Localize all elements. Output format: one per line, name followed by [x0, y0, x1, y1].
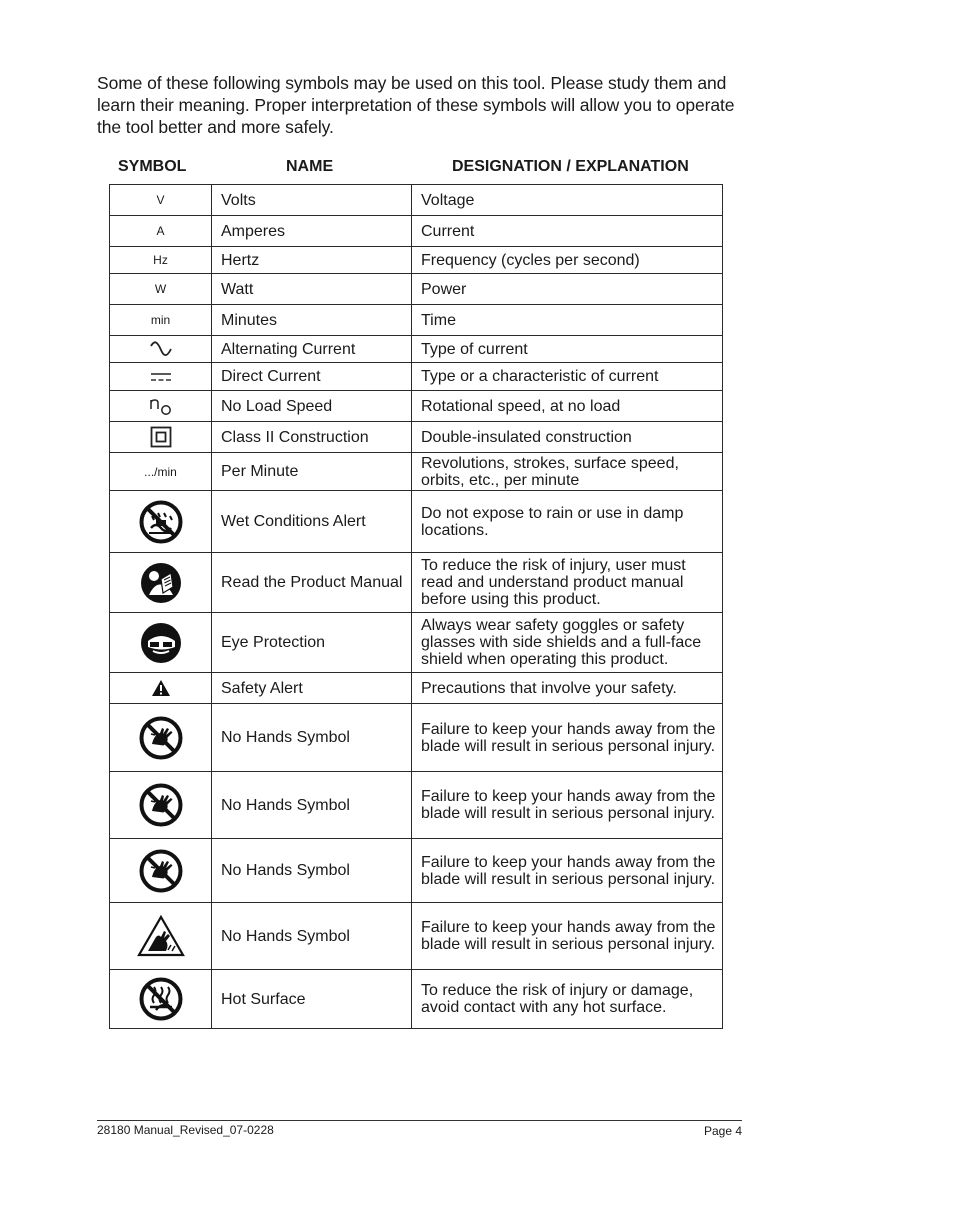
symbol-cell [110, 704, 212, 772]
symbol-name: Wet Conditions Alert [212, 491, 412, 553]
table-row [110, 673, 723, 704]
symbol-description: Failure to keep your hands away from the blade will result in serious personal injury. [412, 903, 723, 970]
table-row [110, 553, 723, 613]
symbol-name: Eye Protection [212, 613, 412, 673]
symbol-cell [110, 553, 212, 613]
symbol-name: Safety Alert [212, 673, 412, 704]
symbol-name: Hot Surface [212, 970, 412, 1029]
no-hands-icon [139, 796, 183, 813]
header-symbol: SYMBOL [118, 158, 187, 175]
symbol-name: Alternating Current [212, 336, 412, 363]
read-manual-icon [139, 574, 183, 591]
table-row [110, 216, 723, 247]
symbol-cell [110, 613, 212, 673]
symbol-text: A [156, 224, 165, 238]
alternating-current-icon [148, 340, 174, 357]
symbol-text: V [156, 193, 165, 207]
symbol-description: Current [412, 216, 723, 247]
symbol-cell [110, 673, 212, 704]
footer-page-number: Page 4 [704, 1124, 743, 1138]
symbol-description: Time [412, 305, 723, 336]
table-row [110, 305, 723, 336]
no-load-speed-icon [146, 397, 176, 414]
table-column-headers [0, 158, 954, 182]
symbol-cell [110, 336, 212, 363]
symbol-text: Hz [153, 253, 168, 267]
table-row [110, 839, 723, 903]
symbol-name: Read the Product Manual [212, 553, 412, 613]
symbol-name: No Load Speed [212, 391, 412, 422]
symbol-text: .../min [144, 464, 177, 479]
symbol-cell [110, 247, 212, 274]
symbol-description: Double-insulated construction [412, 422, 723, 453]
footer-divider [97, 1120, 742, 1121]
symbol-text: W [154, 282, 167, 296]
table-row [110, 274, 723, 305]
hot-surface-icon [139, 990, 183, 1007]
symbols-table [109, 184, 723, 1029]
symbol-name: Volts [212, 185, 412, 216]
table-row [110, 336, 723, 363]
no-hands-icon [139, 862, 183, 879]
header-designation: DESIGNATION / EXPLANATION [452, 158, 689, 175]
symbol-cell [110, 274, 212, 305]
symbol-name: Minutes [212, 305, 412, 336]
symbol-text: min [150, 313, 171, 327]
symbol-name: No Hands Symbol [212, 704, 412, 772]
symbol-description: Failure to keep your hands away from the blade will result in serious personal injury. [412, 839, 723, 903]
symbol-cell [110, 453, 212, 491]
table-row [110, 453, 723, 491]
symbol-description: Precautions that involve your safety. [412, 673, 723, 704]
symbol-description: Always wear safety goggles or safety glasses with side shields and a full-face shield when operating this product. [412, 613, 723, 673]
symbol-cell [110, 305, 212, 336]
symbol-cell [110, 903, 212, 970]
intro-paragraph: Some of these following symbols may be used on this tool. Please study them and learn their meaning. Proper interpretation of these symbols will allow you to operate the tool better and more safely. [97, 73, 735, 137]
symbol-cell [110, 491, 212, 553]
table-row [110, 970, 723, 1029]
direct-current-icon [148, 368, 174, 385]
symbol-description: Do not expose to rain or use in damp locations. [412, 491, 723, 553]
symbol-cell [110, 216, 212, 247]
symbol-cell [110, 185, 212, 216]
symbol-description: To reduce the risk of injury, user must read and understand product manual before using this product. [412, 553, 723, 613]
symbol-description: Power [412, 274, 723, 305]
symbol-description: Type or a characteristic of current [412, 363, 723, 391]
wet-conditions-icon [139, 513, 183, 530]
table-row [110, 772, 723, 839]
table-row [110, 391, 723, 422]
symbol-description: Voltage [412, 185, 723, 216]
symbol-cell [110, 391, 212, 422]
symbol-name: Direct Current [212, 363, 412, 391]
symbol-cell [110, 970, 212, 1029]
symbol-name: Hertz [212, 247, 412, 274]
symbol-name: Amperes [212, 216, 412, 247]
table-row [110, 491, 723, 553]
symbol-description: To reduce the risk of injury or damage, avoid contact with any hot surface. [412, 970, 723, 1029]
symbol-name: No Hands Symbol [212, 772, 412, 839]
symbol-cell [110, 772, 212, 839]
table-row [110, 247, 723, 274]
symbol-cell [110, 422, 212, 453]
table-row [110, 422, 723, 453]
table-row [110, 363, 723, 391]
no-hands-triangle-icon [136, 927, 186, 944]
symbol-name: Watt [212, 274, 412, 305]
symbol-name: No Hands Symbol [212, 839, 412, 903]
symbol-name: Per Minute [212, 453, 412, 491]
no-hands-icon [139, 729, 183, 746]
symbol-description: Frequency (cycles per second) [412, 247, 723, 274]
eye-protection-icon [139, 634, 183, 651]
symbol-description: Revolutions, strokes, surface speed, orbits, etc., per minute [412, 453, 723, 491]
symbol-description: Failure to keep your hands away from the blade will result in serious personal injury. [412, 704, 723, 772]
table-row [110, 704, 723, 772]
symbol-description: Type of current [412, 336, 723, 363]
safety-alert-icon [151, 679, 171, 696]
footer-document-id: 28180 Manual_Revised_07-0228 [97, 1123, 274, 1137]
symbol-cell [110, 363, 212, 391]
table-row [110, 185, 723, 216]
symbol-name: Class II Construction [212, 422, 412, 453]
table-row [110, 613, 723, 673]
symbol-description: Rotational speed, at no load [412, 391, 723, 422]
class-ii-construction-icon [150, 428, 172, 445]
symbol-cell [110, 839, 212, 903]
table-row [110, 903, 723, 970]
symbol-name: No Hands Symbol [212, 903, 412, 970]
header-name: NAME [286, 158, 334, 175]
symbol-description: Failure to keep your hands away from the blade will result in serious personal injury. [412, 772, 723, 839]
